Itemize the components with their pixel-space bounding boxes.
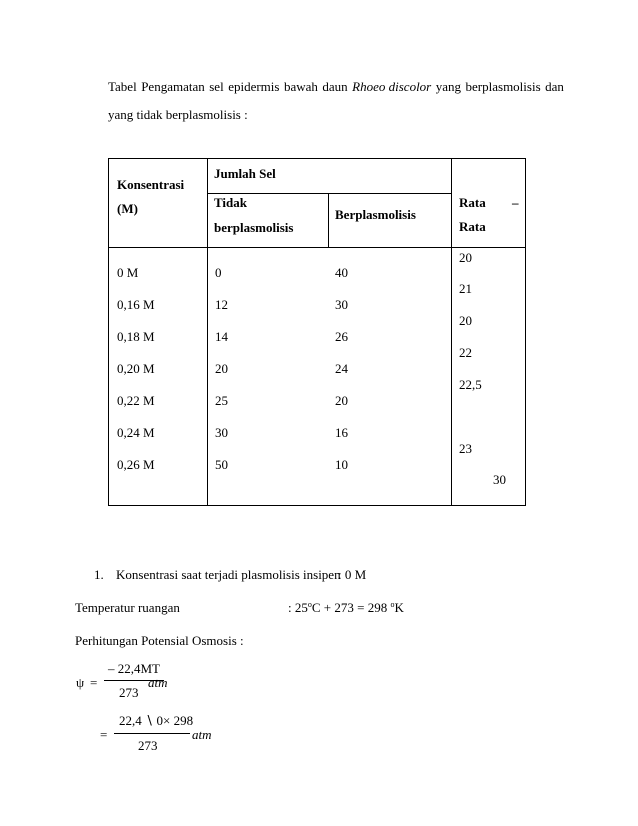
header-rata-dash: – <box>512 195 519 210</box>
caption-word: Pengamatan <box>141 79 205 94</box>
table-divider-col2 <box>328 193 329 248</box>
formula-2-denominator: 273 <box>138 738 158 753</box>
cell-tidak: 50 <box>215 457 228 472</box>
caption-word: dan <box>545 79 564 94</box>
cell-rata: 22,5 <box>459 377 482 392</box>
table-border-top <box>108 158 526 159</box>
cell-tidak: 20 <box>215 361 228 376</box>
cell-konsentrasi: 0 M <box>117 265 139 280</box>
header-rata: Rata <box>459 195 486 210</box>
item-number: 1. <box>94 567 104 582</box>
table-divider-header <box>108 247 526 248</box>
cell-tidak: 0 <box>215 265 222 280</box>
cell-rata: 20 <box>459 250 472 265</box>
cell-tidak: 12 <box>215 297 228 312</box>
caption-species: Rhoeo discolor <box>352 79 432 94</box>
cell-rata: 22 <box>459 345 472 360</box>
header-tidak: Tidak <box>214 195 248 210</box>
formula-2-fraction-bar <box>114 733 190 734</box>
cell-berplasmolisis: 30 <box>335 297 348 312</box>
caption-word: yang <box>435 79 462 94</box>
caption-word: daun <box>322 79 348 94</box>
temperature-value: : $25^oC + 273 = 298$ $^o$K <box>288 600 404 615</box>
cell-berplasmolisis: 40 <box>335 265 348 280</box>
formula-2-unit: atm <box>192 727 212 742</box>
cell-rata: 30 <box>493 472 506 487</box>
cell-berplasmolisis: 10 <box>335 457 348 472</box>
psi-symbol: ψ <box>76 675 85 690</box>
table-border-right <box>525 158 526 506</box>
cell-rata: 20 <box>459 313 472 328</box>
cell-konsentrasi: 0,16 M <box>117 297 155 312</box>
caption-word: epidermis <box>228 79 280 94</box>
table-caption <box>108 73 564 129</box>
caption-line-1 <box>108 73 564 101</box>
header-konsentrasi: Konsentrasi <box>117 177 185 192</box>
equals-sign-1: = <box>90 675 98 690</box>
temperature-label: Temperatur ruangan <box>75 600 180 615</box>
caption-word: berplasmolisis <box>465 79 541 94</box>
header-rata-2: Rata <box>459 219 486 234</box>
header-konsentrasi-unit: (M) <box>117 201 138 216</box>
cell-tidak: 14 <box>215 329 228 344</box>
cell-tidak: 25 <box>215 393 228 408</box>
cell-rata: 21 <box>459 281 472 296</box>
cell-konsentrasi: 0,24 M <box>117 425 155 440</box>
table-border-bottom <box>108 505 526 506</box>
item-value: : 0 M <box>338 567 367 582</box>
cell-konsentrasi: 0,20 M <box>117 361 155 376</box>
formula-1-numerator: – 22,4MT <box>108 661 160 676</box>
table-border-left <box>108 158 109 506</box>
formula-2-numerator: 22,4 ∖ 0× 298 <box>119 713 194 728</box>
caption-line-2: yang tidak berplasmolisis : <box>108 107 248 122</box>
header-tidak-2: berplasmolisis <box>214 220 294 235</box>
table-divider-col1 <box>207 158 208 506</box>
cell-berplasmolisis: 16 <box>335 425 348 440</box>
cell-konsentrasi: 0,22 M <box>117 393 155 408</box>
equals-sign-2: = <box>100 727 108 742</box>
header-jumlah-sel: Jumlah Sel <box>214 166 276 181</box>
table-divider-subheader <box>207 193 451 194</box>
table-divider-col3 <box>451 158 452 506</box>
item-text: Konsentrasi saat terjadi plasmolisis insipen <box>116 567 341 582</box>
cell-tidak: 30 <box>215 425 228 440</box>
osmosis-heading: Perhitungan Potensial Osmosis : <box>75 633 244 648</box>
formula-1-denominator: 273 <box>119 685 139 700</box>
formula-1-unit: atm <box>148 675 168 690</box>
caption-word: bawah <box>283 79 318 94</box>
cell-konsentrasi: 0,18 M <box>117 329 155 344</box>
header-berplasmolisis: Berplasmolisis <box>335 207 416 222</box>
cell-berplasmolisis: 26 <box>335 329 348 344</box>
cell-berplasmolisis: 24 <box>335 361 348 376</box>
cell-rata: 23 <box>459 441 472 456</box>
cell-berplasmolisis: 20 <box>335 393 348 408</box>
caption-word: Tabel <box>108 79 137 94</box>
cell-konsentrasi: 0,26 M <box>117 457 155 472</box>
caption-word: sel <box>209 79 224 94</box>
